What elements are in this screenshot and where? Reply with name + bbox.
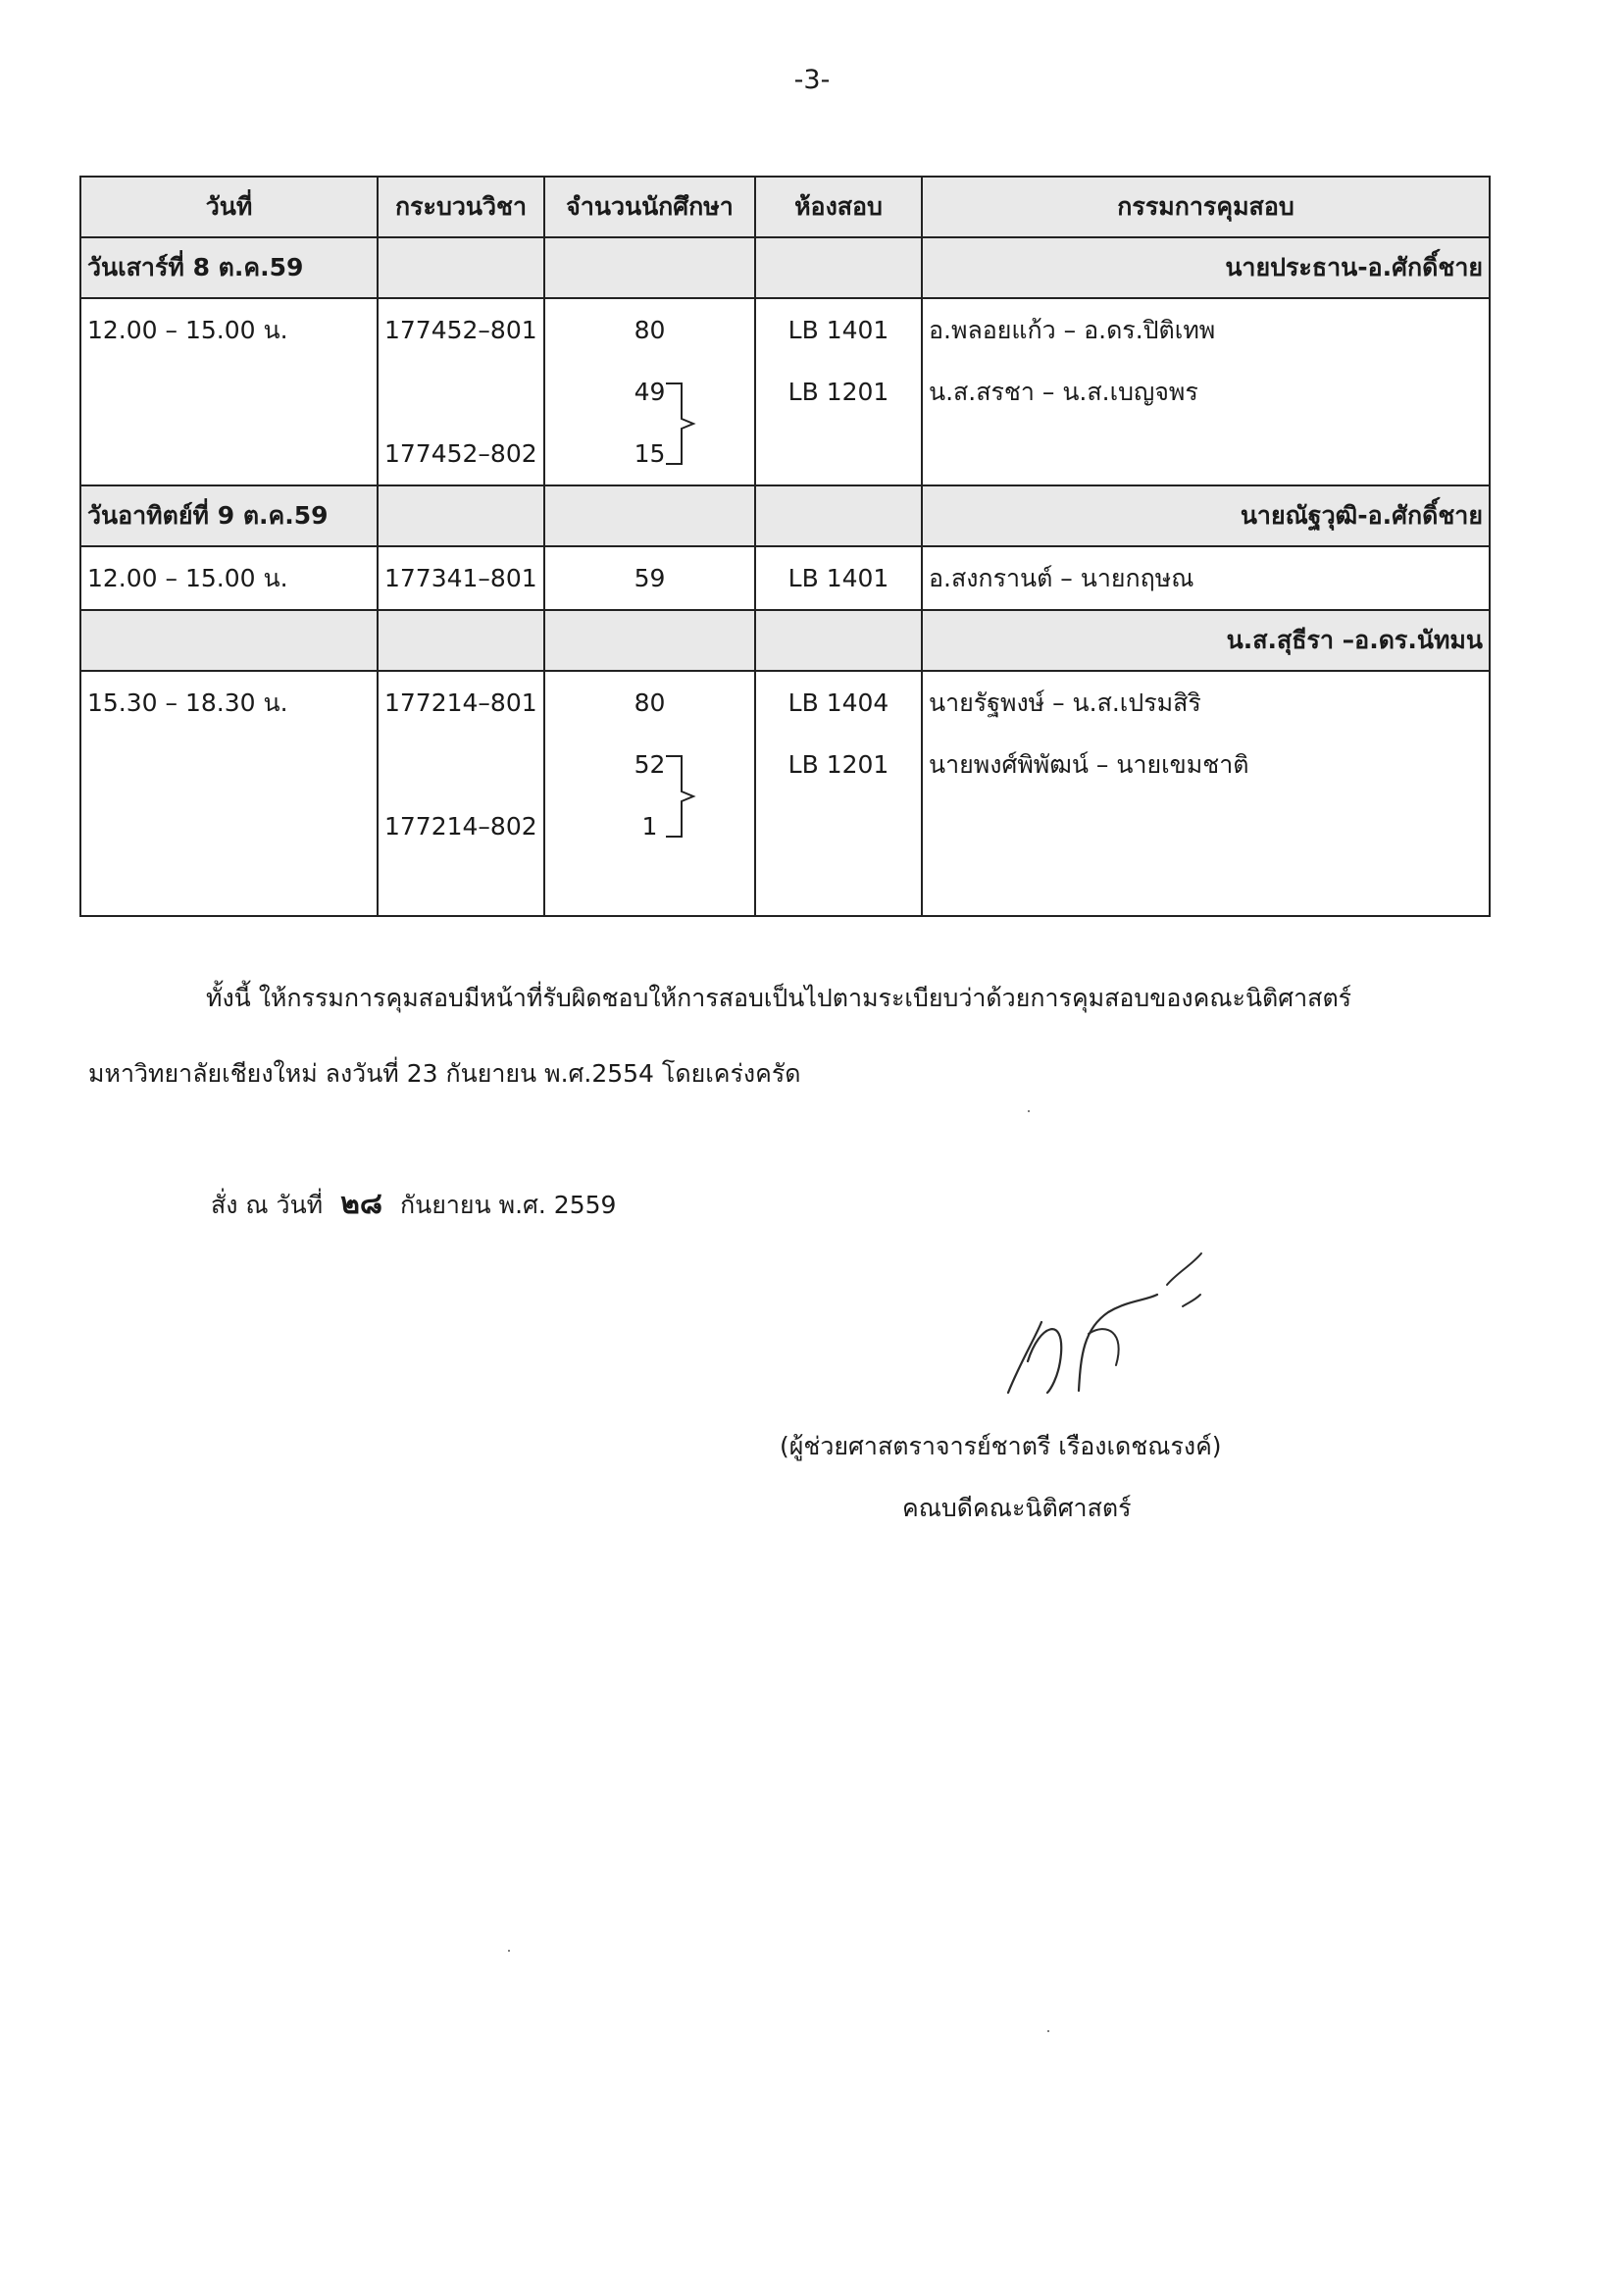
session-group-row (80, 610, 1490, 671)
brace-icon (664, 382, 703, 466)
signer-name: (ผู้ช่วยศาสตราจารย์ชาตรี เรืองเดชณรงค์) (780, 1432, 1222, 1460)
exam-time: 12.00 – 15.00 น. (87, 316, 288, 344)
exam-room: LB 1401 (787, 564, 889, 592)
header-proctors: กรรมการคุมสอบ (922, 177, 1490, 237)
exam-room: LB 1401 (787, 316, 889, 344)
table-row (80, 546, 1490, 610)
exam-time: 12.00 – 15.00 น. (87, 564, 288, 592)
day-group-row (80, 485, 1490, 546)
signer-title: คณบดีคณะนิติศาสตร์ (902, 1494, 1132, 1522)
student-count: 15 (634, 439, 666, 468)
proctor-pair: น.ส.สรชา – น.ส.เบญจพร (929, 378, 1198, 406)
order-day-handwritten: ๒๘ (340, 1187, 383, 1221)
course-code: 177452–802 (384, 439, 537, 468)
chief-proctor: น.ส.สุธีรา –อ.ดร.นัทมน (922, 610, 1490, 671)
course-code: 177341–801 (384, 564, 537, 592)
header-room: ห้องสอบ (755, 177, 922, 237)
paragraph-line-1: ทั้งนี้ ให้กรรมการคุมสอบมีหน้าที่รับผิดชอบให้การสอบเป็นไปตามระเบียบว่าด้วยการคุมสอบของคณะนิติศาสตร์ (206, 984, 1352, 1012)
exam-room: LB 1201 (787, 378, 889, 406)
brace-icon (664, 754, 703, 839)
course-code: 177452–801 (384, 316, 537, 344)
exam-room: LB 1404 (787, 688, 889, 717)
day-group-row (80, 237, 1490, 298)
scan-speck (508, 1950, 510, 1952)
paragraph-line-2: มหาวิทยาลัยเชียงใหม่ ลงวันที่ 23 กันยายน พ.ศ.2554 โดยเคร่งครัด (88, 1059, 801, 1088)
student-count: 52 (634, 750, 666, 779)
header-course: กระบวนวิชา (378, 177, 544, 237)
course-code: 177214–801 (384, 688, 537, 717)
signature-icon (990, 1246, 1245, 1416)
student-count: 49 (634, 378, 666, 406)
table-row (80, 298, 1490, 485)
day-date: วันเสาร์ที่ 8 ต.ค.59 (80, 237, 378, 298)
student-count: 80 (634, 316, 666, 344)
order-date-line (211, 1181, 616, 1227)
exam-room: LB 1201 (787, 750, 889, 779)
student-count: 59 (634, 564, 666, 592)
exam-schedule-table (79, 176, 1491, 917)
day-date (80, 610, 378, 671)
header-students: จำนวนนักศึกษา (544, 177, 755, 237)
order-prefix: สั่ง ณ วันที่ (211, 1191, 324, 1219)
scan-speck (1028, 1110, 1030, 1112)
exam-time: 15.30 – 18.30 น. (87, 688, 288, 717)
page-number: -3- (793, 65, 831, 95)
proctor-pair: อ.พลอยแก้ว – อ.ดร.ปิติเทพ (929, 316, 1216, 344)
scan-speck (1047, 2030, 1049, 2032)
table-row (80, 671, 1490, 916)
header-date: วันที่ (80, 177, 378, 237)
student-count: 1 (641, 812, 658, 841)
chief-proctor: นายประธาน-อ.ศักดิ์ชาย (922, 237, 1490, 298)
course-code: 177214–802 (384, 812, 537, 841)
proctor-pair: นายพงศ์พิพัฒน์ – นายเขมชาติ (929, 750, 1249, 779)
table-header-row (80, 177, 1490, 237)
student-count: 80 (634, 688, 666, 717)
chief-proctor: นายณัฐวุฒิ-อ.ศักดิ์ชาย (922, 485, 1490, 546)
proctor-pair: นายรัฐพงษ์ – น.ส.เปรมสิริ (929, 688, 1201, 717)
proctor-pair: อ.สงกรานต์ – นายกฤษณ (929, 564, 1194, 592)
day-date: วันอาทิตย์ที่ 9 ต.ค.59 (80, 485, 378, 546)
order-suffix: กันยายน พ.ศ. 2559 (400, 1191, 617, 1219)
